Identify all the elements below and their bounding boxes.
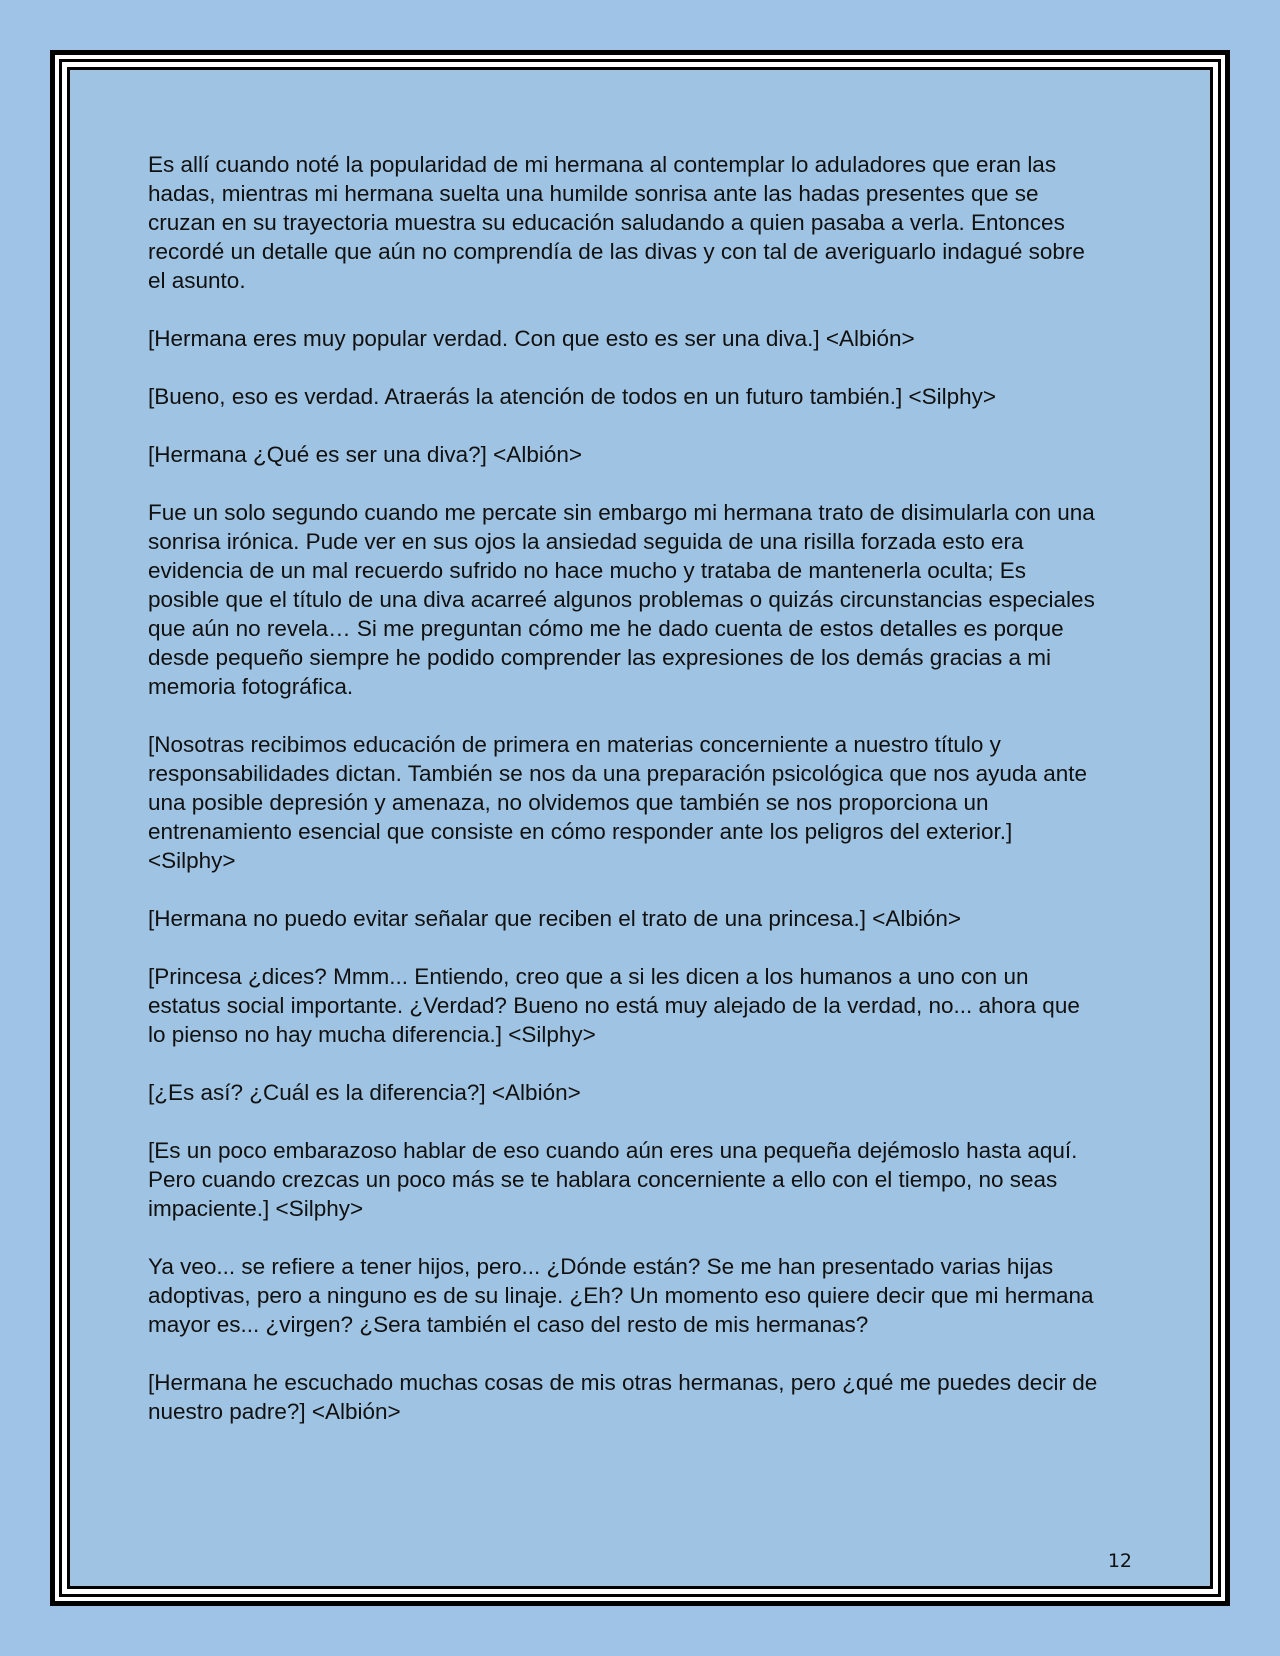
page-content-area [67, 67, 1213, 1589]
paragraph: Fue un solo segundo cuando me percate sin embargo mi hermana trato de disimularla con una sonrisa irónica. Pude ver en sus ojos la ansiedad seguida de una risilla forzada esto era evidencia de un mal recuerdo sufrido no hace mucho y trataba de mantenerla oculta; Es posible que el título de una diva acarreé algunos problemas o quizás circunstancias especiales que aún no revela… Si me preguntan cómo me he dado cuenta de estos detalles es porque desde pequeño siempre he podido comprender las expresiones de los demás gracias a mi memoria fotográfica. [148, 500, 1095, 699]
dialogue-line: [Hermana he escuchado muchas cosas de mis otras hermanas, pero ¿qué me puedes decir de nuestro padre?] <Albión> [148, 1370, 1098, 1424]
page-number: 12 [1107, 1550, 1132, 1572]
dialogue-line: [Hermana no puedo evitar señalar que reciben el trato de una princesa.] <Albión> [148, 906, 962, 931]
dialogue-line: [¿Es así? ¿Cuál es la diferencia?] <Albión> [148, 1080, 581, 1105]
dialogue-line: [Princesa ¿dices? Mmm... Entiendo, creo que a si les dicen a los humanos a uno con un estatus social importante. ¿Verdad? Bueno no está muy alejado de la verdad, no... ahora que lo pienso no hay mucha diferencia.] <Silphy> [148, 964, 1080, 1047]
body-text [148, 150, 1098, 1455]
page-border-outer [50, 50, 1230, 1606]
paragraph: Ya veo... se refiere a tener hijos, pero... ¿Dónde están? Se me han presentado varias hijas adoptivas, pero a ninguno es de su linaje. ¿Eh? Un momento eso quiere decir que mi hermana mayor es... ¿virgen? ¿Sera también el caso del resto de mis hermanas? [148, 1254, 1094, 1337]
paragraph: Es allí cuando noté la popularidad de mi hermana al contemplar lo aduladores que eran las hadas, mientras mi hermana suelta una humilde sonrisa ante las hadas presentes que se cruzan en su trayectoria muestra su educación saludando a quien pasaba a verla. Entonces recordé un detalle que aún no comprendía de las divas y con tal de averiguarlo indagué sobre el asunto. [148, 152, 1085, 293]
dialogue-line: [Hermana ¿Qué es ser una diva?] <Albión> [148, 442, 582, 467]
dialogue-line: [Hermana eres muy popular verdad. Con que esto es ser una diva.] <Albión> [148, 326, 915, 351]
dialogue-line: [Es un poco embarazoso hablar de eso cuando aún eres una pequeña dejémoslo hasta aquí. Pero cuando crezcas un poco más se te hablara concerniente a ello con el tiempo, no seas impaciente.] <Silphy> [148, 1138, 1078, 1221]
page-border-middle [59, 59, 1221, 1597]
dialogue-line: [Bueno, eso es verdad. Atraerás la atención de todos en un futuro también.] <Silphy> [148, 384, 997, 409]
dialogue-line: [Nosotras recibimos educación de primera en materias concerniente a nuestro título y responsabilidades dictan. También se nos da una preparación psicológica que nos ayuda ante una posible depresión y amenaza, no olvidemos que también se nos proporciona un entrenamiento esencial que consiste en cómo responder ante los peligros del exterior.] <Silphy> [148, 732, 1087, 873]
